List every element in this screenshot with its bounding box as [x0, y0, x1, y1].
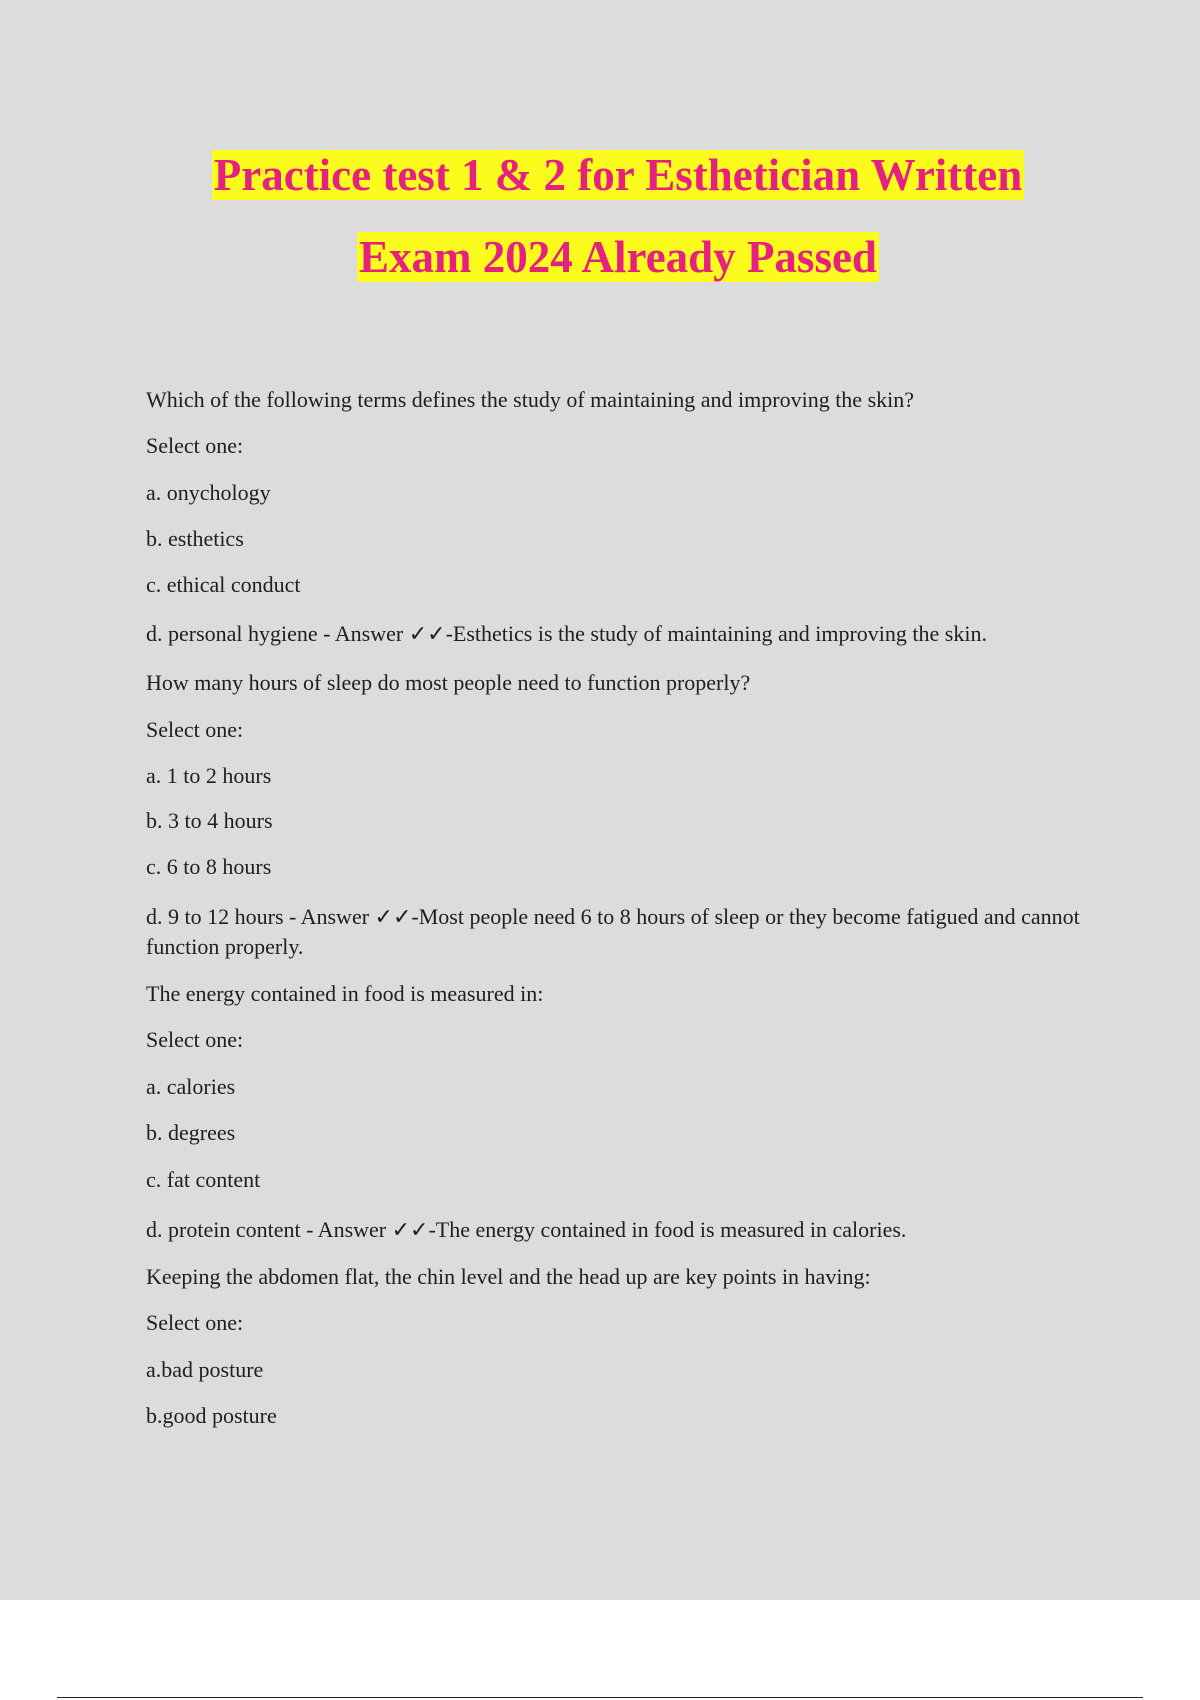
question-2-option-b: b. 3 to 4 hours [146, 808, 273, 833]
question-1-select-label: Select one: [146, 433, 244, 458]
question-4-select-label: Select one: [146, 1310, 244, 1335]
question-1-text: Which of the following terms defines the study of maintaining and improving the skin? [146, 387, 915, 412]
question-2-option-c: c. 6 to 8 hours [146, 854, 272, 879]
question-2-option-a: a. 1 to 2 hours [146, 763, 272, 788]
question-1-option-b: b. esthetics [146, 526, 244, 551]
question-1-option-a: a. onychology [146, 480, 271, 505]
question-4-text: Keeping the abdomen flat, the chin level and the head up are key points in having: [146, 1264, 871, 1289]
question-2-option-d-answer: d. 9 to 12 hours - Answer ✓✓-Most people need 6 to 8 hours of sleep or they become fatigued and cannot function properly. [146, 904, 1080, 959]
question-3-option-b: b. degrees [146, 1120, 236, 1145]
question-1-option-c: c. ethical conduct [146, 572, 301, 597]
question-2-text: How many hours of sleep do most people need to function properly? [146, 670, 751, 695]
question-4-option-a: a.bad posture [146, 1357, 264, 1382]
document-title-line-1: Practice test 1 & 2 for Esthetician Written [213, 150, 1023, 200]
document-title-line-2: Exam 2024 Already Passed [359, 232, 877, 282]
question-2-select-label: Select one: [146, 717, 244, 742]
question-3-select-label: Select one: [146, 1027, 244, 1052]
question-1-option-d-answer: d. personal hygiene - Answer ✓✓-Esthetics is the study of maintaining and improving the skin. [146, 621, 987, 646]
question-3-text: The energy contained in food is measured in: [146, 981, 544, 1006]
page-footer-rule [57, 1697, 1143, 1698]
question-4-option-b: b.good posture [146, 1403, 277, 1428]
question-3-option-c: c. fat content [146, 1167, 261, 1192]
question-3-option-a: a. calories [146, 1074, 236, 1099]
question-3-option-d-answer: d. protein content - Answer ✓✓-The energy contained in food is measured in calories. [146, 1217, 907, 1242]
